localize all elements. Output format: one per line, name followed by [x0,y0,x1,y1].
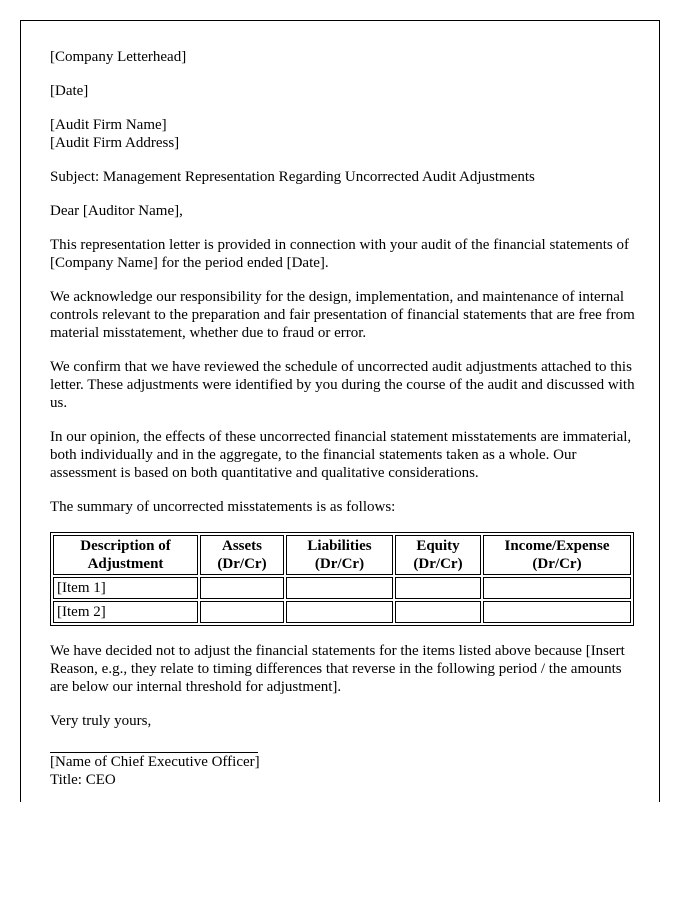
letter-date: [Date] [50,83,89,99]
letter-body [50,48,636,789]
recipient-block [50,116,636,152]
table-cell [286,601,393,623]
paragraph-summary-intro: The summary of uncorrected misstatements is as follows: [50,499,396,515]
table-cell [395,601,481,623]
letterhead: [Company Letterhead] [50,49,187,65]
table-cell [200,601,284,623]
header-assets: Assets (Dr/Cr) [200,535,284,575]
auditor-name: [Audit Firm Name] [50,117,167,133]
paragraph-review: We confirm that we have reviewed the schedule of uncorrected audit adjustments attached to this letter. These adjustments were identified by you during the course of the audit and discussed with us. [50,359,635,411]
table-row [53,577,631,599]
table-cell [286,577,393,599]
header-liabilities: Liabilities (Dr/Cr) [286,535,393,575]
misstatements-table [50,532,634,626]
table-cell [483,601,631,623]
table-cell [395,577,481,599]
table-cell: [Item 2] [53,601,198,623]
paragraph-intro: This representation letter is provided in connection with your audit of the financial statements of [Company Name] for the period ended [Date]. [50,237,630,271]
header-income-expense: Income/Expense (Dr/Cr) [483,535,631,575]
header-description: Description of Adjustment [53,535,198,575]
subject-line: Subject: Management Representation Regarding Uncorrected Audit Adjustments [50,169,535,185]
paragraph-responsibility: We acknowledge our responsibility for the design, implementation, and maintenance of internal controls relevant to the preparation and fair presentation of financial statements that are free from material misstatement, whether due to fraud or error. [50,289,635,341]
paragraph-decision: We have decided not to adjust the financial statements for the items listed above because [Insert Reason, e.g., they relate to timing differences that reverse in the following period / the amounts are below our internal threshold for adjustment]. [50,643,625,695]
signer-title: Title: CEO [50,772,116,788]
salutation: Dear [Auditor Name], [50,203,183,219]
letter-page [20,20,660,802]
closing: Very truly yours, [50,713,152,729]
table-row [53,601,631,623]
table-header-row [53,535,631,575]
table-cell: [Item 1] [53,577,198,599]
auditor-address: [Audit Firm Address] [50,135,180,151]
table-cell [200,577,284,599]
paragraph-opinion: In our opinion, the effects of these uncorrected financial statement misstatements are immaterial, both individually and in the aggregate, to the financial statements taken as a whole. Our assessment is based on both quantitative and qualitative considerations. [50,429,632,481]
table-cell [483,577,631,599]
header-equity: Equity (Dr/Cr) [395,535,481,575]
signer-name: [Name of Chief Executive Officer] [50,754,260,770]
